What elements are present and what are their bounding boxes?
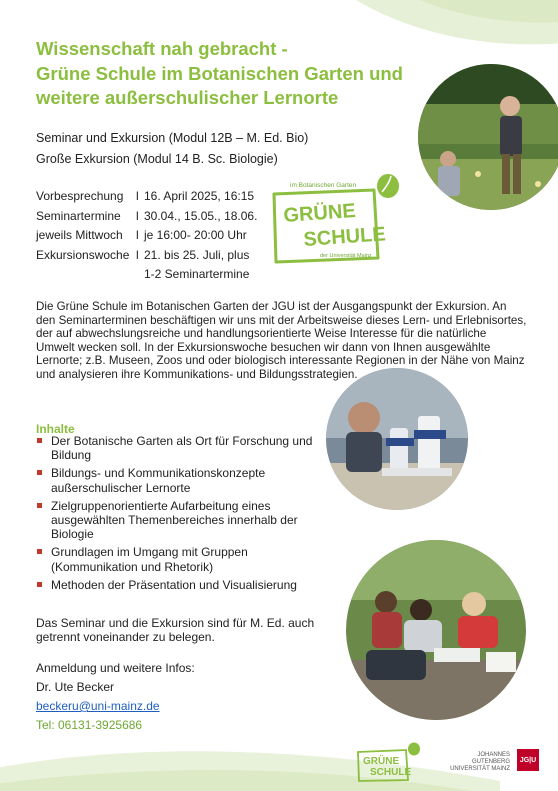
decorative-swoosh-bottom bbox=[0, 741, 500, 791]
footer-logo-word-1: GRÜNE bbox=[363, 756, 400, 767]
contact-email-link[interactable]: beckeru@uni-mainz.de bbox=[36, 699, 160, 713]
list-item-text: Der Botanische Garten als Ort für Forschung und Bildung bbox=[51, 434, 313, 463]
description-paragraph: Die Grüne Schule im Botanischen Garten der JGU ist der Ausgangspunkt der Exkursion. An den Seminarterminen beschäftigen wir uns mit der Arbeitsweise dieses Lern- und Erlebnisortes, der auf abwechslungsreiche und handlungsorientierte Weise Interesse für die natürliche Umwelt wecken soll. In der Exkursionswoche besuchen wir dann von Ihnen ausgewählte Lernorte; z.B. Museen, Zoos und oder biologisch interessante Regionen in der Nähe von Mainz und analysieren ihre Kommunikations- und Bildungsstrategien. bbox=[36, 300, 527, 381]
contact-phone: Tel: 06131-3925686 bbox=[36, 718, 143, 732]
module-line-2: Große Exkursion (Modul 14 B. Sc. Biologie) bbox=[36, 152, 278, 166]
square-bullet-icon bbox=[37, 549, 42, 554]
square-bullet-icon bbox=[37, 582, 42, 587]
list-item-text: Bildungs- und Kommunikationskonzepte außerschulischer Lernorte bbox=[51, 466, 266, 495]
square-bullet-icon bbox=[37, 503, 42, 508]
footer-logo-word-2: SCHULE bbox=[370, 767, 412, 778]
gruene-schule-logo bbox=[270, 172, 406, 264]
photo-meadow-group bbox=[418, 64, 558, 210]
list-item bbox=[36, 545, 326, 573]
contact-name: Dr. Ute Becker bbox=[36, 680, 115, 694]
schedule-key bbox=[36, 265, 136, 285]
schedule-key: Vorbesprechung bbox=[36, 189, 124, 203]
schedule-value: 16. April 2025, 16:15 bbox=[144, 189, 255, 203]
schedule-table bbox=[36, 187, 257, 285]
list-item bbox=[36, 434, 326, 462]
list-item bbox=[36, 499, 326, 542]
contact-block bbox=[36, 659, 195, 735]
footer-gruene-schule-logo bbox=[356, 742, 422, 782]
photo-microscopes bbox=[326, 368, 468, 510]
title-line-2: Grüne Schule im Botanischen Garten und bbox=[36, 62, 403, 84]
schedule-separator: l bbox=[136, 247, 139, 262]
square-bullet-icon bbox=[37, 470, 42, 475]
schedule-key: Exkursionswoche bbox=[36, 247, 130, 262]
schedule-row bbox=[36, 246, 257, 266]
schedule-row bbox=[36, 187, 257, 207]
schedule-row bbox=[36, 226, 257, 246]
list-item-text: Grundlagen im Umgang mit Gruppen (Kommunikation und Rhetorik) bbox=[51, 545, 248, 574]
course-modules bbox=[36, 128, 308, 170]
schedule-value: 1-2 Seminartermine bbox=[144, 267, 250, 281]
photo-outdoor-group bbox=[346, 540, 526, 720]
module-line-1: Seminar und Exkursion (Modul 12B – M. Ed. Bio) bbox=[36, 131, 309, 145]
belegung-note: Das Seminar und die Exkursion sind für M. Ed. auch getrennt voneinander zu belegen. bbox=[36, 616, 315, 645]
square-bullet-icon bbox=[37, 438, 42, 443]
page-title bbox=[36, 37, 416, 111]
inhalte-list bbox=[36, 434, 326, 596]
inhalte-heading: Inhalte bbox=[36, 422, 75, 436]
schedule-row bbox=[36, 265, 257, 285]
logo-word-1: GRÜNE bbox=[282, 200, 357, 227]
logo-top-text: im Botanischen Garten bbox=[290, 182, 357, 189]
list-item-text: Methoden der Präsentation und Visualisierung bbox=[51, 577, 297, 592]
contact-heading: Anmeldung und weitere Infos: bbox=[36, 661, 195, 675]
schedule-row bbox=[36, 207, 257, 227]
list-item-text: Zielgruppenorientierte Aufarbeitung eines ausgewählten Themenbereiches innerhalb der Biologie bbox=[51, 498, 298, 542]
leaf-icon bbox=[408, 743, 420, 756]
schedule-key: Seminartermine bbox=[36, 208, 121, 223]
title-line-1: Wissenschaft nah gebracht - bbox=[36, 38, 288, 59]
schedule-value: je 16:00- 20:00 Uhr bbox=[144, 228, 247, 242]
schedule-separator: l bbox=[136, 228, 139, 242]
schedule-key: jeweils Mittwoch bbox=[36, 228, 123, 242]
leaf-icon bbox=[377, 174, 399, 198]
logo-word-2: SCHULE bbox=[302, 223, 387, 251]
logo-bottom-text: der Universität Mainz bbox=[320, 253, 372, 259]
schedule-value: 21. bis 25. Juli, plus bbox=[144, 247, 250, 262]
jgu-logo: JG|U bbox=[517, 749, 539, 771]
list-item bbox=[36, 578, 326, 592]
university-name bbox=[438, 752, 510, 773]
university-line-1: JOHANNES GUTENBERG bbox=[471, 752, 510, 765]
university-line-2: UNIVERSITÄT MAINZ bbox=[450, 766, 510, 772]
schedule-separator: l bbox=[136, 208, 139, 223]
schedule-separator bbox=[136, 265, 144, 285]
schedule-value: 30.04., 15.05., 18.06. bbox=[144, 208, 258, 223]
list-item bbox=[36, 466, 326, 494]
schedule-separator: l bbox=[136, 189, 139, 203]
title-line-3: weitere außerschulischer Lernorte bbox=[36, 87, 339, 108]
